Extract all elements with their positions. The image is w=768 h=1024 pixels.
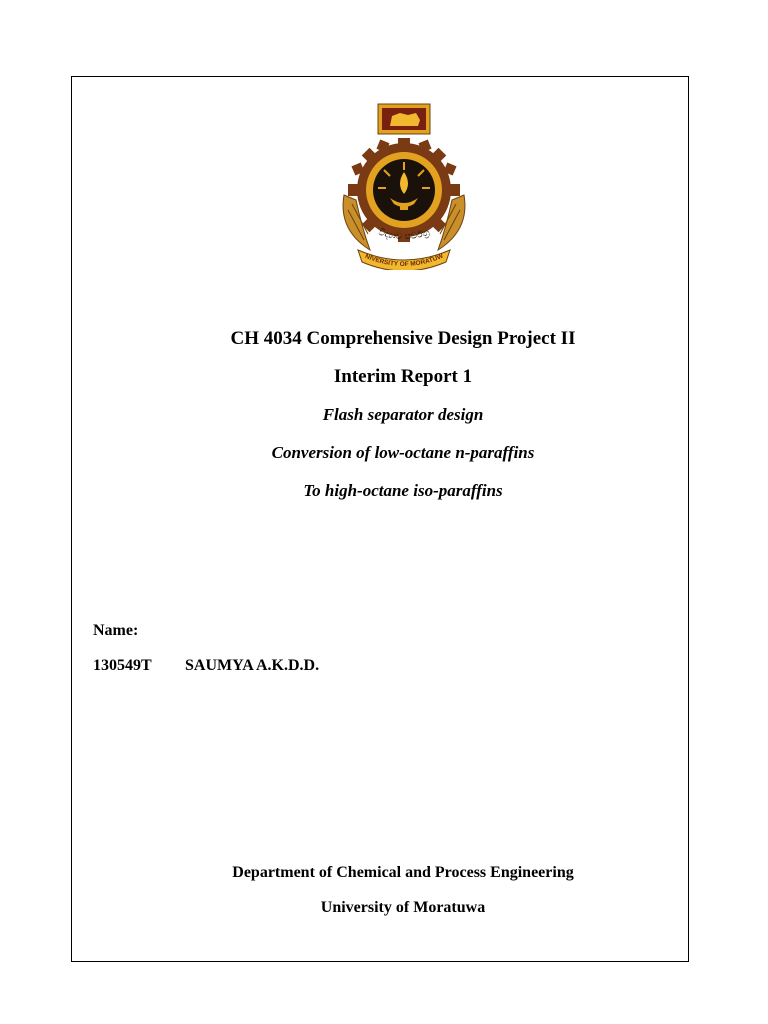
crest-motto: විද්‍යාව සර්වත්‍ර [377, 227, 431, 243]
student-id: 130549T [93, 657, 152, 674]
student-row [93, 657, 319, 675]
crest-banner: NIVERSITY OF MORATUW [363, 252, 444, 269]
department-name: Department of Chemical and Process Engineering [232, 864, 574, 881]
subtitle-conversion: Conversion of low-octane n-paraffins [271, 443, 535, 462]
subtitle-iso-paraffins: To high-octane iso-paraffins [303, 481, 503, 500]
university-crest [334, 100, 474, 270]
student-name: SAUMYA A.K.D.D. [185, 657, 320, 674]
subtitle-flash-separator: Flash separator design [322, 405, 484, 424]
report-title: Interim Report 1 [333, 366, 473, 387]
course-title: CH 4034 Comprehensive Design Project II [230, 328, 576, 349]
university-name: University of Moratuwa [320, 899, 486, 916]
name-label: Name: [93, 622, 139, 639]
